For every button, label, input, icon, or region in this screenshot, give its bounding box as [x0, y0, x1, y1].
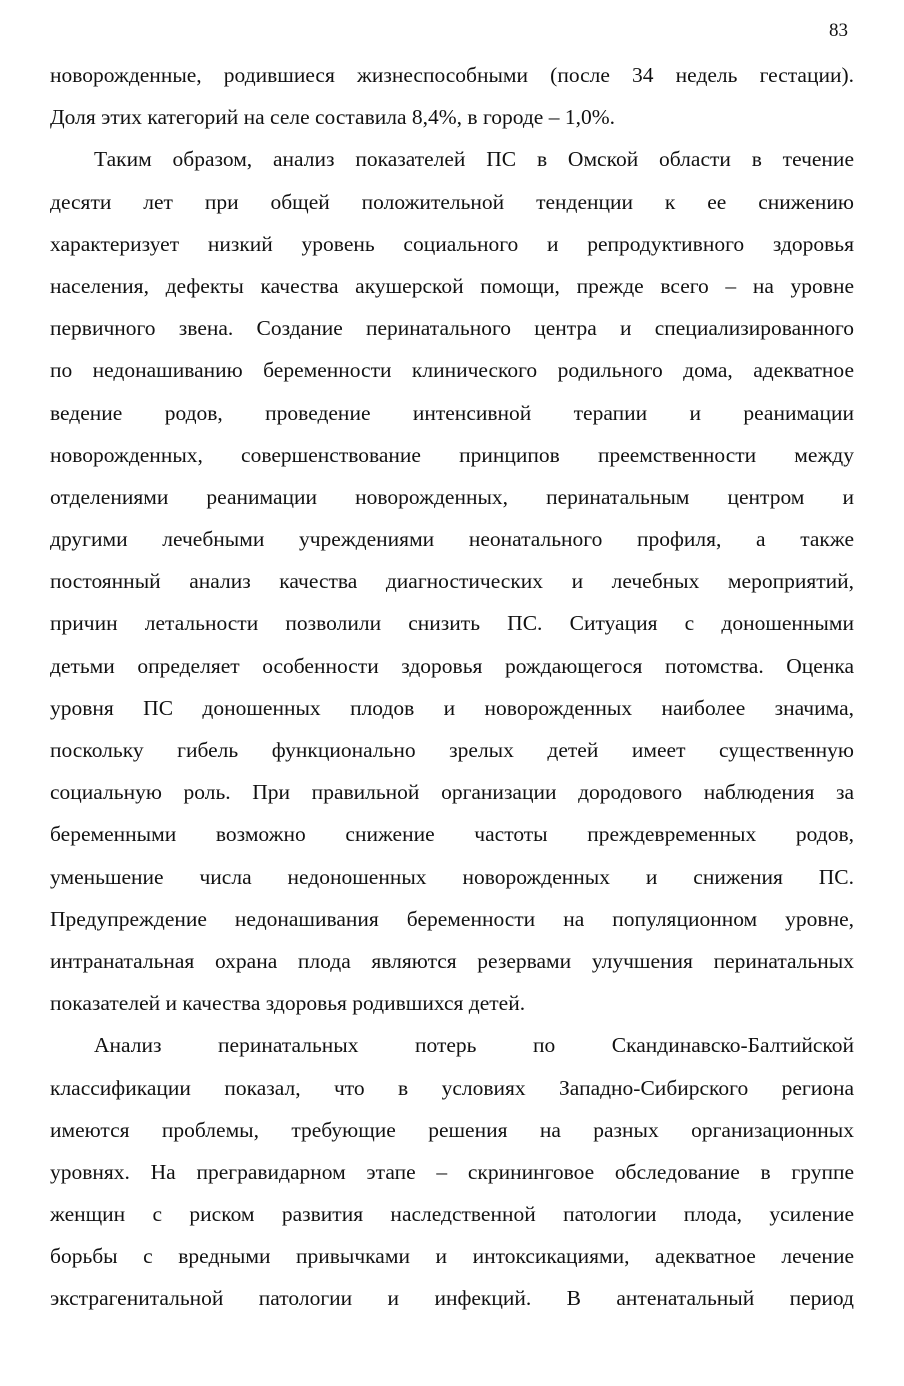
text-line: отделениями реанимации новорожденных, перинатальным центром и	[50, 484, 854, 509]
text-line: имеются проблемы, требующие решения на разных организационных	[50, 1117, 854, 1142]
text-line: причин летальности позволили снизить ПС. Ситуация с доношенными	[50, 611, 854, 636]
text-line: постоянный анализ качества диагностических и лечебных мероприятий,	[50, 569, 854, 594]
text-line: Предупреждение недонашивания беременности на популяционном уровне,	[50, 906, 854, 931]
text-line: новорожденных, совершенствование принципов преемственности между	[50, 442, 854, 467]
text-line: показателей и качества здоровья родившихся детей.	[50, 991, 526, 1016]
text-line: ведение родов, проведение интенсивной терапии и реанимации	[50, 400, 854, 425]
text-line: Анализ перинатальных потерь по Скандинавско-Балтийской	[94, 1033, 854, 1058]
text-line: населения, дефекты качества акушерской помощи, прежде всего – на уровне	[50, 273, 854, 298]
text-line: борьбы с вредными привычками и интоксикациями, адекватное лечение	[50, 1244, 854, 1269]
text-line: интранатальная охрана плода являются резервами улучшения перинатальных	[50, 948, 854, 973]
text-line: классификации показал, что в условиях Западно-Сибирского региона	[50, 1075, 854, 1100]
text-line: уменьшение числа недоношенных новорожденных и снижения ПС.	[50, 864, 854, 889]
text-line: экстрагенитальной патологии и инфекций. В антенатальный период	[50, 1286, 854, 1311]
text-line: новорожденные, родившиеся жизнеспособными (после 34 недель гестации).	[50, 63, 854, 87]
text-line: уровнях. На прегравидарном этапе – скрининговое обследование в группе	[50, 1159, 854, 1184]
text-line: по недонашиванию беременности клинического родильного дома, адекватное	[50, 358, 854, 383]
text-line: социальную роль. При правильной организации дородового наблюдения за	[50, 780, 854, 805]
text-line: Таким образом, анализ показателей ПС в Омской области в течение	[94, 147, 854, 172]
text-line: первичного звена. Создание перинатального центра и специализированного	[50, 316, 854, 341]
text-line: беременными возможно снижение частоты преждевременных родов,	[50, 822, 854, 847]
text-line: характеризует низкий уровень социального и репродуктивного здоровья	[50, 231, 854, 256]
text-line: поскольку гибель функционально зрелых детей имеет существенную	[50, 738, 854, 762]
text-line: женщин с риском развития наследственной патологии плода, усиление	[50, 1202, 854, 1227]
page-number: 83	[829, 20, 848, 41]
text-line: другими лечебными учреждениями неонатального профиля, а также	[50, 527, 854, 552]
text-line: десяти лет при общей положительной тенденции к ее снижению	[50, 189, 854, 214]
document-body	[50, 54, 854, 1320]
text-line: детьми определяет особенности здоровья рождающегося потомства. Оценка	[50, 653, 854, 678]
text-line: Доля этих категорий на селе составила 8,4%, в городе – 1,0%.	[50, 105, 616, 130]
text-line: уровня ПС доношенных плодов и новорожденных наиболее значима,	[50, 695, 854, 720]
